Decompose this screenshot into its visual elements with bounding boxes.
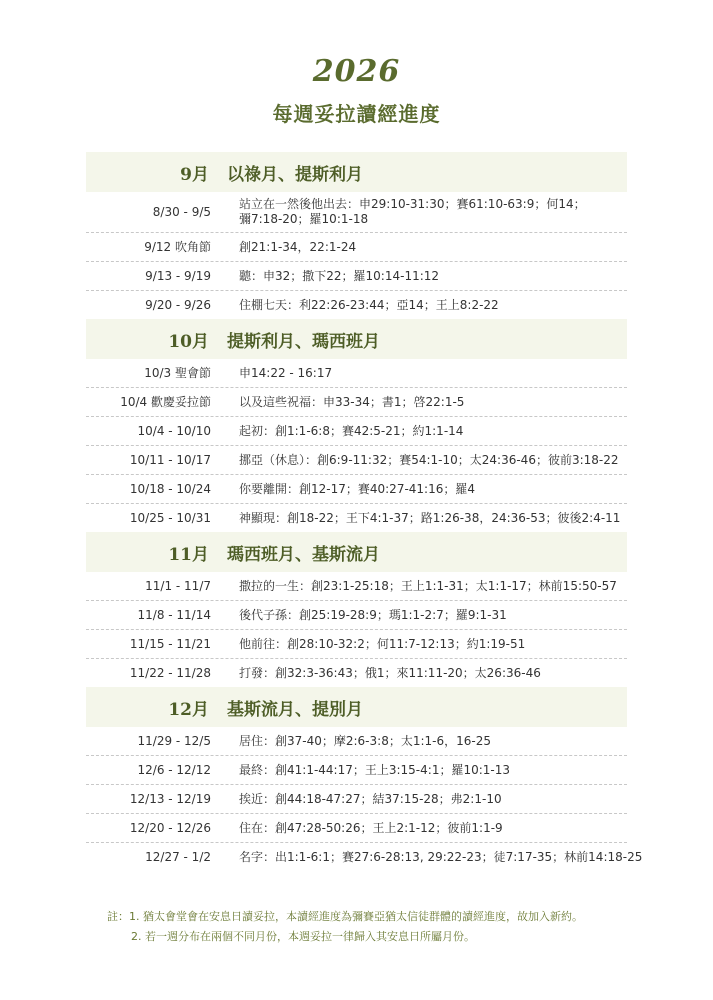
week-date: 12/20 - 12/26 <box>129 820 211 835</box>
reading-text <box>239 482 627 497</box>
reading-line: 神顯現：創18-22；王下4:1-37；路1:26-38，24:36-53；彼後2:4-11 <box>239 510 621 525</box>
reading-text <box>239 763 627 778</box>
reading-line: 站立在一然後他出去：申29:10-31:30；賽61:10-63:9；何14； <box>239 197 586 211</box>
footnote-2: 2. 若一週分布在兩個不同月份，本週妥拉一律歸入其安息日所屬月份。 <box>131 930 475 943</box>
reading-text <box>239 511 627 526</box>
month-section <box>86 687 643 871</box>
reading-text <box>239 453 627 468</box>
month-section <box>86 532 627 687</box>
week-date: 8/30 - 9/5 <box>152 204 211 219</box>
reading-text <box>239 579 627 594</box>
schedule-row <box>86 572 627 601</box>
schedule-row <box>86 504 627 532</box>
week-date: 10/4 歡慶妥拉節 <box>120 394 211 409</box>
schedule-row <box>86 291 627 319</box>
reading-line: 挪亞（休息）：創6:9-11:32；賽54:1-10；太24:36-46；彼前3:18-22 <box>239 452 619 467</box>
page-title-year: 2026 <box>312 54 401 89</box>
reading-text <box>239 608 627 623</box>
month-header <box>86 532 627 572</box>
reading-line: 彌7:18-20；羅10:1-18 <box>239 212 369 226</box>
schedule-row <box>86 814 627 843</box>
week-date: 10/25 - 10/31 <box>129 510 211 525</box>
reading-text <box>239 792 627 807</box>
schedule-row <box>86 659 627 687</box>
week-date: 10/18 - 10/24 <box>129 481 211 496</box>
reading-text <box>239 424 627 439</box>
schedule-row <box>86 359 627 388</box>
reading-text <box>239 366 627 381</box>
schedule-row <box>86 446 627 475</box>
reading-text <box>239 269 627 284</box>
week-date: 9/13 - 9/19 <box>145 268 211 283</box>
reading-line: 住在：創47:28-50:26；王上2:1-12；彼前1:1-9 <box>239 820 503 835</box>
schedule-row <box>86 417 627 446</box>
week-date: 10/4 - 10/10 <box>137 423 211 438</box>
reading-line: 創21:1-34，22:1-24 <box>239 239 357 254</box>
month-number: 11月 <box>168 544 209 565</box>
reading-line: 撒拉的一生：創23:1-25:18；王上1:1-31；太1:1-17；林前15:50-57 <box>239 578 617 593</box>
reading-text <box>239 240 627 255</box>
schedule-row <box>86 756 627 785</box>
month-name: 基斯流月、提別月 <box>227 699 363 720</box>
reading-text <box>239 821 627 836</box>
month-section <box>86 152 627 319</box>
schedule-row <box>86 233 627 262</box>
week-date: 11/15 - 11/21 <box>129 636 211 651</box>
reading-line: 以及這些祝福：申33-34；書1；啓22:1-5 <box>239 394 465 409</box>
month-number: 9月 <box>180 164 209 185</box>
schedule-row <box>86 192 627 233</box>
month-header <box>86 152 627 192</box>
week-date: 10/11 - 10/17 <box>129 452 211 467</box>
reading-text <box>239 637 627 652</box>
schedule-row <box>86 475 627 504</box>
reading-line: 居住：創37-40；摩2:6-3:8；太1:1-6，16-25 <box>239 733 491 748</box>
reading-line: 聽：申32；撒下22；羅10:14-11:12 <box>239 268 440 283</box>
schedule-row <box>86 601 627 630</box>
reading-line: 名字：出1:1-6:1；賽27:6-28:13, 29:22-23；徒7:17-35；林前14:18-25 <box>239 849 643 864</box>
month-section <box>86 319 627 532</box>
schedule-row <box>86 388 627 417</box>
schedule-row <box>86 843 643 871</box>
reading-line: 住棚七天：利22:26-23:44；亞14；王上8:2-22 <box>239 297 499 312</box>
week-date: 11/8 - 11/14 <box>137 607 211 622</box>
week-date: 12/27 - 1/2 <box>145 849 211 864</box>
reading-text <box>239 197 627 227</box>
month-name: 瑪西班月、基斯流月 <box>227 544 380 565</box>
schedule-table <box>86 152 643 871</box>
week-date: 11/22 - 11/28 <box>129 665 211 680</box>
footnote-1: 註：1. 猶太會堂會在安息日讀妥拉，本讀經進度為彌賽亞猶太信徒群體的讀經進度，故加入新約。 <box>107 910 583 923</box>
month-number: 12月 <box>168 699 209 720</box>
reading-line: 你要離開：創12-17；賽40:27-41:16；羅4 <box>239 481 475 496</box>
reading-line: 起初：創1:1-6:8；賽42:5-21；約1:1-14 <box>239 423 464 438</box>
week-date: 11/29 - 12/5 <box>137 733 211 748</box>
schedule-row <box>86 785 627 814</box>
page-subtitle: 每週妥拉讀經進度 <box>272 102 441 126</box>
reading-line: 申14:22 - 16:17 <box>239 365 333 380</box>
week-date: 10/3 聖會節 <box>144 365 211 380</box>
reading-line: 後代子孫：創25:19-28:9；瑪1:1-2:7；羅9:1-31 <box>239 607 507 622</box>
month-header <box>86 687 627 727</box>
reading-text <box>239 395 627 410</box>
reading-line: 打發：創32:3-36:43；俄1；來11:11-20；太26:36-46 <box>239 665 541 680</box>
reading-text <box>239 734 627 749</box>
reading-line: 最終：創41:1-44:17；王上3:15-4:1；羅10:1-13 <box>239 762 510 777</box>
week-date: 12/13 - 12/19 <box>129 791 211 806</box>
reading-line: 他前往：創28:10-32:2；何11:7-12:13；約1:19-51 <box>239 636 526 651</box>
week-date: 11/1 - 11/7 <box>145 578 211 593</box>
month-number: 10月 <box>168 331 209 352</box>
schedule-row <box>86 727 627 756</box>
reading-text <box>239 850 642 865</box>
reading-text <box>239 298 627 313</box>
month-header <box>86 319 627 359</box>
schedule-row <box>86 262 627 291</box>
week-date: 12/6 - 12/12 <box>137 762 211 777</box>
week-date: 9/12 吹角節 <box>144 239 211 254</box>
reading-line: 挨近：創44:18-47:27；結37:15-28；弗2:1-10 <box>239 791 502 806</box>
schedule-row <box>86 630 627 659</box>
month-name: 以祿月、提斯利月 <box>227 164 363 185</box>
week-date: 9/20 - 9/26 <box>145 297 211 312</box>
reading-text <box>239 666 627 681</box>
footnotes <box>107 907 583 947</box>
month-name: 提斯利月、瑪西班月 <box>227 331 380 352</box>
